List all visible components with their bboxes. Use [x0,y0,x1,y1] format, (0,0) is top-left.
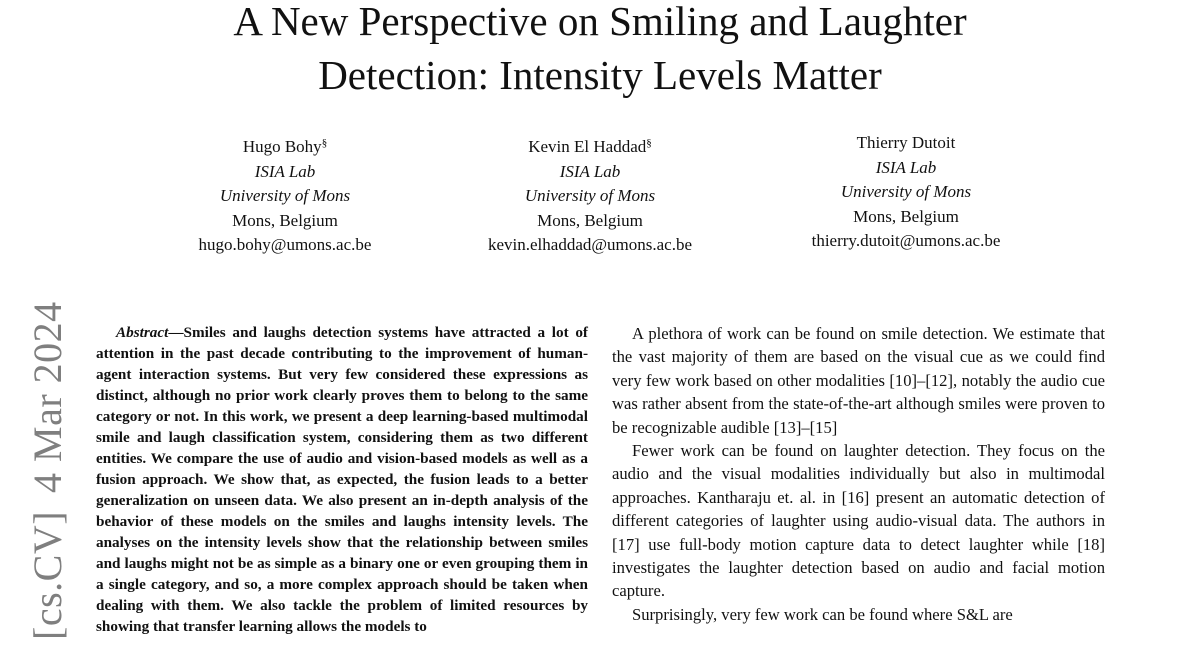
body-paragraph: Surprisingly, very few work can be found where S&L are [632,604,1013,624]
author-footnote-mark: § [321,137,328,149]
author-location: Mons, Belgium [537,210,643,230]
author-location: Mons, Belgium [232,210,338,230]
body-column-right [612,322,1105,626]
author-footnote-mark: § [646,137,652,149]
author-name: Kevin El Haddad [528,137,647,156]
author-lab: ISIA Lab [254,161,316,181]
author-email[interactable]: thierry.dutoit@umons.ac.be [811,231,1001,250]
author-name: Thierry Dutoit [856,133,956,152]
author-university: University of Mons [840,182,972,201]
author-email[interactable]: kevin.elhaddad@umons.ac.be [487,235,692,254]
author-location: Mons, Belgium [853,206,959,226]
abstract-text: Smiles and laughs detection systems have attracted a lot of attention in the past decade contributing to the improvement of human-agent interaction systems. But very few considered these expressions as distinct, although no prior work clearly proves them to belong to the same category or not. In this work, we present a deep learning-based multimodal smile and laugh classification system, considering them as two different entities. We compare the use of audio and vision-based models as well as a fusion approach. We show that, as expected, the fusion leads to a better generalization on unseen data. We also present an in-depth analysis of the behavior of these models on the smiles and laughs intensity levels. The analyses on the intensity levels show that the relationship between smiles and laughs might not be as simple as a binary one or even grouping them in a single category, and so, a more complex approach should be taken when dealing with them. We also tackle the problem of limited resources by showing that transfer learning allows the models to [96,324,588,635]
author-email[interactable]: hugo.bohy@umons.ac.be [198,235,372,254]
arxiv-watermark [25,301,70,640]
abstract-heading: Abstract [116,324,169,341]
author-card [135,131,435,258]
abstract-dash: — [168,324,184,341]
title-line-2: Detection: Intensity Levels Matter [318,52,882,98]
arxiv-date: 4 Mar 2024 [25,301,70,493]
author-block [0,131,1200,261]
author-lab: ISIA Lab [559,161,621,181]
paper-title [0,0,1200,102]
author-card [756,131,1056,254]
body-paragraph: A plethora of work can be found on smile detection. We estimate that the vast majority of them are based on the visual cue as we could find very few work based on other modalities [10]–[12], notably the audio cue was rather absent from the state-of-the-art although smiles were proven to be recognizable audible [13]–[15] [612,324,1105,437]
author-university: University of Mons [219,186,351,205]
abstract [96,322,588,637]
arxiv-category: [cs.CV] [25,510,70,640]
author-lab: ISIA Lab [875,157,937,177]
title-line-1: A New Perspective on Smiling and Laughter [233,0,967,44]
author-university: University of Mons [524,186,656,205]
author-card [440,131,740,258]
body-paragraph: Fewer work can be found on laughter detection. They focus on the audio and the visual modalities individually but also in multimodal approaches. Kantharaju et. al. in [16] present an automatic detection of different categories of laughter using audio-visual data. The authors in [17] use full-body motion capture data to detect laughter while [18] investigates the laughter detection based on audio and facial motion capture. [612,441,1105,601]
author-name: Hugo Bohy [242,137,322,156]
